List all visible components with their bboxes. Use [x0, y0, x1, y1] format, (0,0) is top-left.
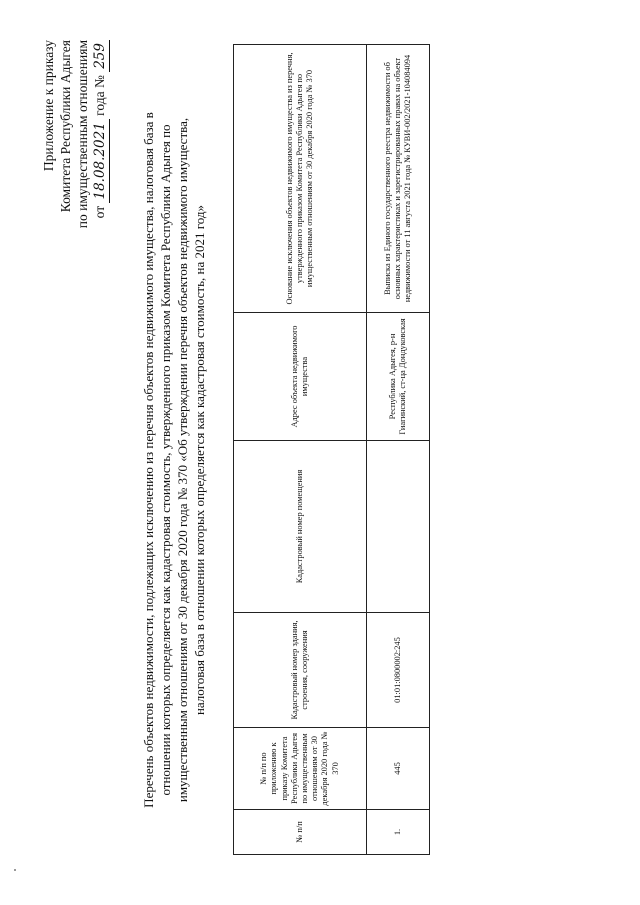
exclusion-basis: Выписка из Единого государственного реестра недвижимости об основных характеристиках и зарегистрированных правах на объект недвижимости от 11 августа 2021 года № КУВИ-002/2021-104084094: [367, 45, 430, 313]
appendix-line-1: Приложение к приказу: [41, 40, 56, 172]
appendix-item-number: 445: [367, 728, 430, 810]
header-cell: Основание исключения объектов недвижимого имущества из перечня, утвержденного приказом Комитета Республики Адыгея по имущественным отношениям от 30 декабря 2020 года № 370: [234, 45, 367, 313]
appendix-line-2: Комитета Республики Адыгея: [58, 40, 73, 213]
table-header-row: [234, 45, 367, 855]
scan-speck: [14, 869, 16, 871]
objects-table: [233, 44, 430, 855]
year-suffix: года №: [92, 75, 107, 116]
header-cell: № п/п: [234, 810, 367, 855]
header-cell: № п/п по приложению к приказу Комитета Республики Адыгея по имущественным отношениям от 30 декабря 2020 года № 370: [234, 728, 367, 810]
row-number: 1.: [367, 810, 430, 855]
order-number: 259: [92, 40, 110, 72]
appendix-header: [40, 40, 110, 330]
document-title: Перечень объектов недвижимости, подлежащих исключению из перечня объектов недвижимого имущества, налоговая база в отношении которых определяется как кадастровая стоимость, утвержденного приказом Комитета Республики Адыгея по имущественным отношениям от 30 декабря 2020 года № 370 «Об утверждении перечня объектов недвижимого имущества, налоговая база в отношении которых определяется как кадастровая стоимость, на 2021 год»: [141, 112, 207, 808]
date-prefix: от: [92, 205, 107, 219]
premises-cadastral-number: [367, 441, 430, 613]
appendix-line-3: по имущественным отношениям: [75, 40, 90, 229]
header-cell: Кадастровый номер здания, строения, сооружения: [234, 613, 367, 728]
building-cadastral-number: 01:01:0800002:245: [367, 613, 430, 728]
object-address: Республика Адыгея, р-н Гиагинский, ст-ца Дондуковская: [367, 313, 430, 441]
appendix-date-line: [91, 40, 110, 330]
order-date: 18.08.2021: [92, 119, 110, 202]
table-row: [367, 45, 430, 855]
header-cell: Кадастровый номер помещения: [234, 441, 367, 613]
header-cell: Адрес объекта недвижимого имущества: [234, 313, 367, 441]
